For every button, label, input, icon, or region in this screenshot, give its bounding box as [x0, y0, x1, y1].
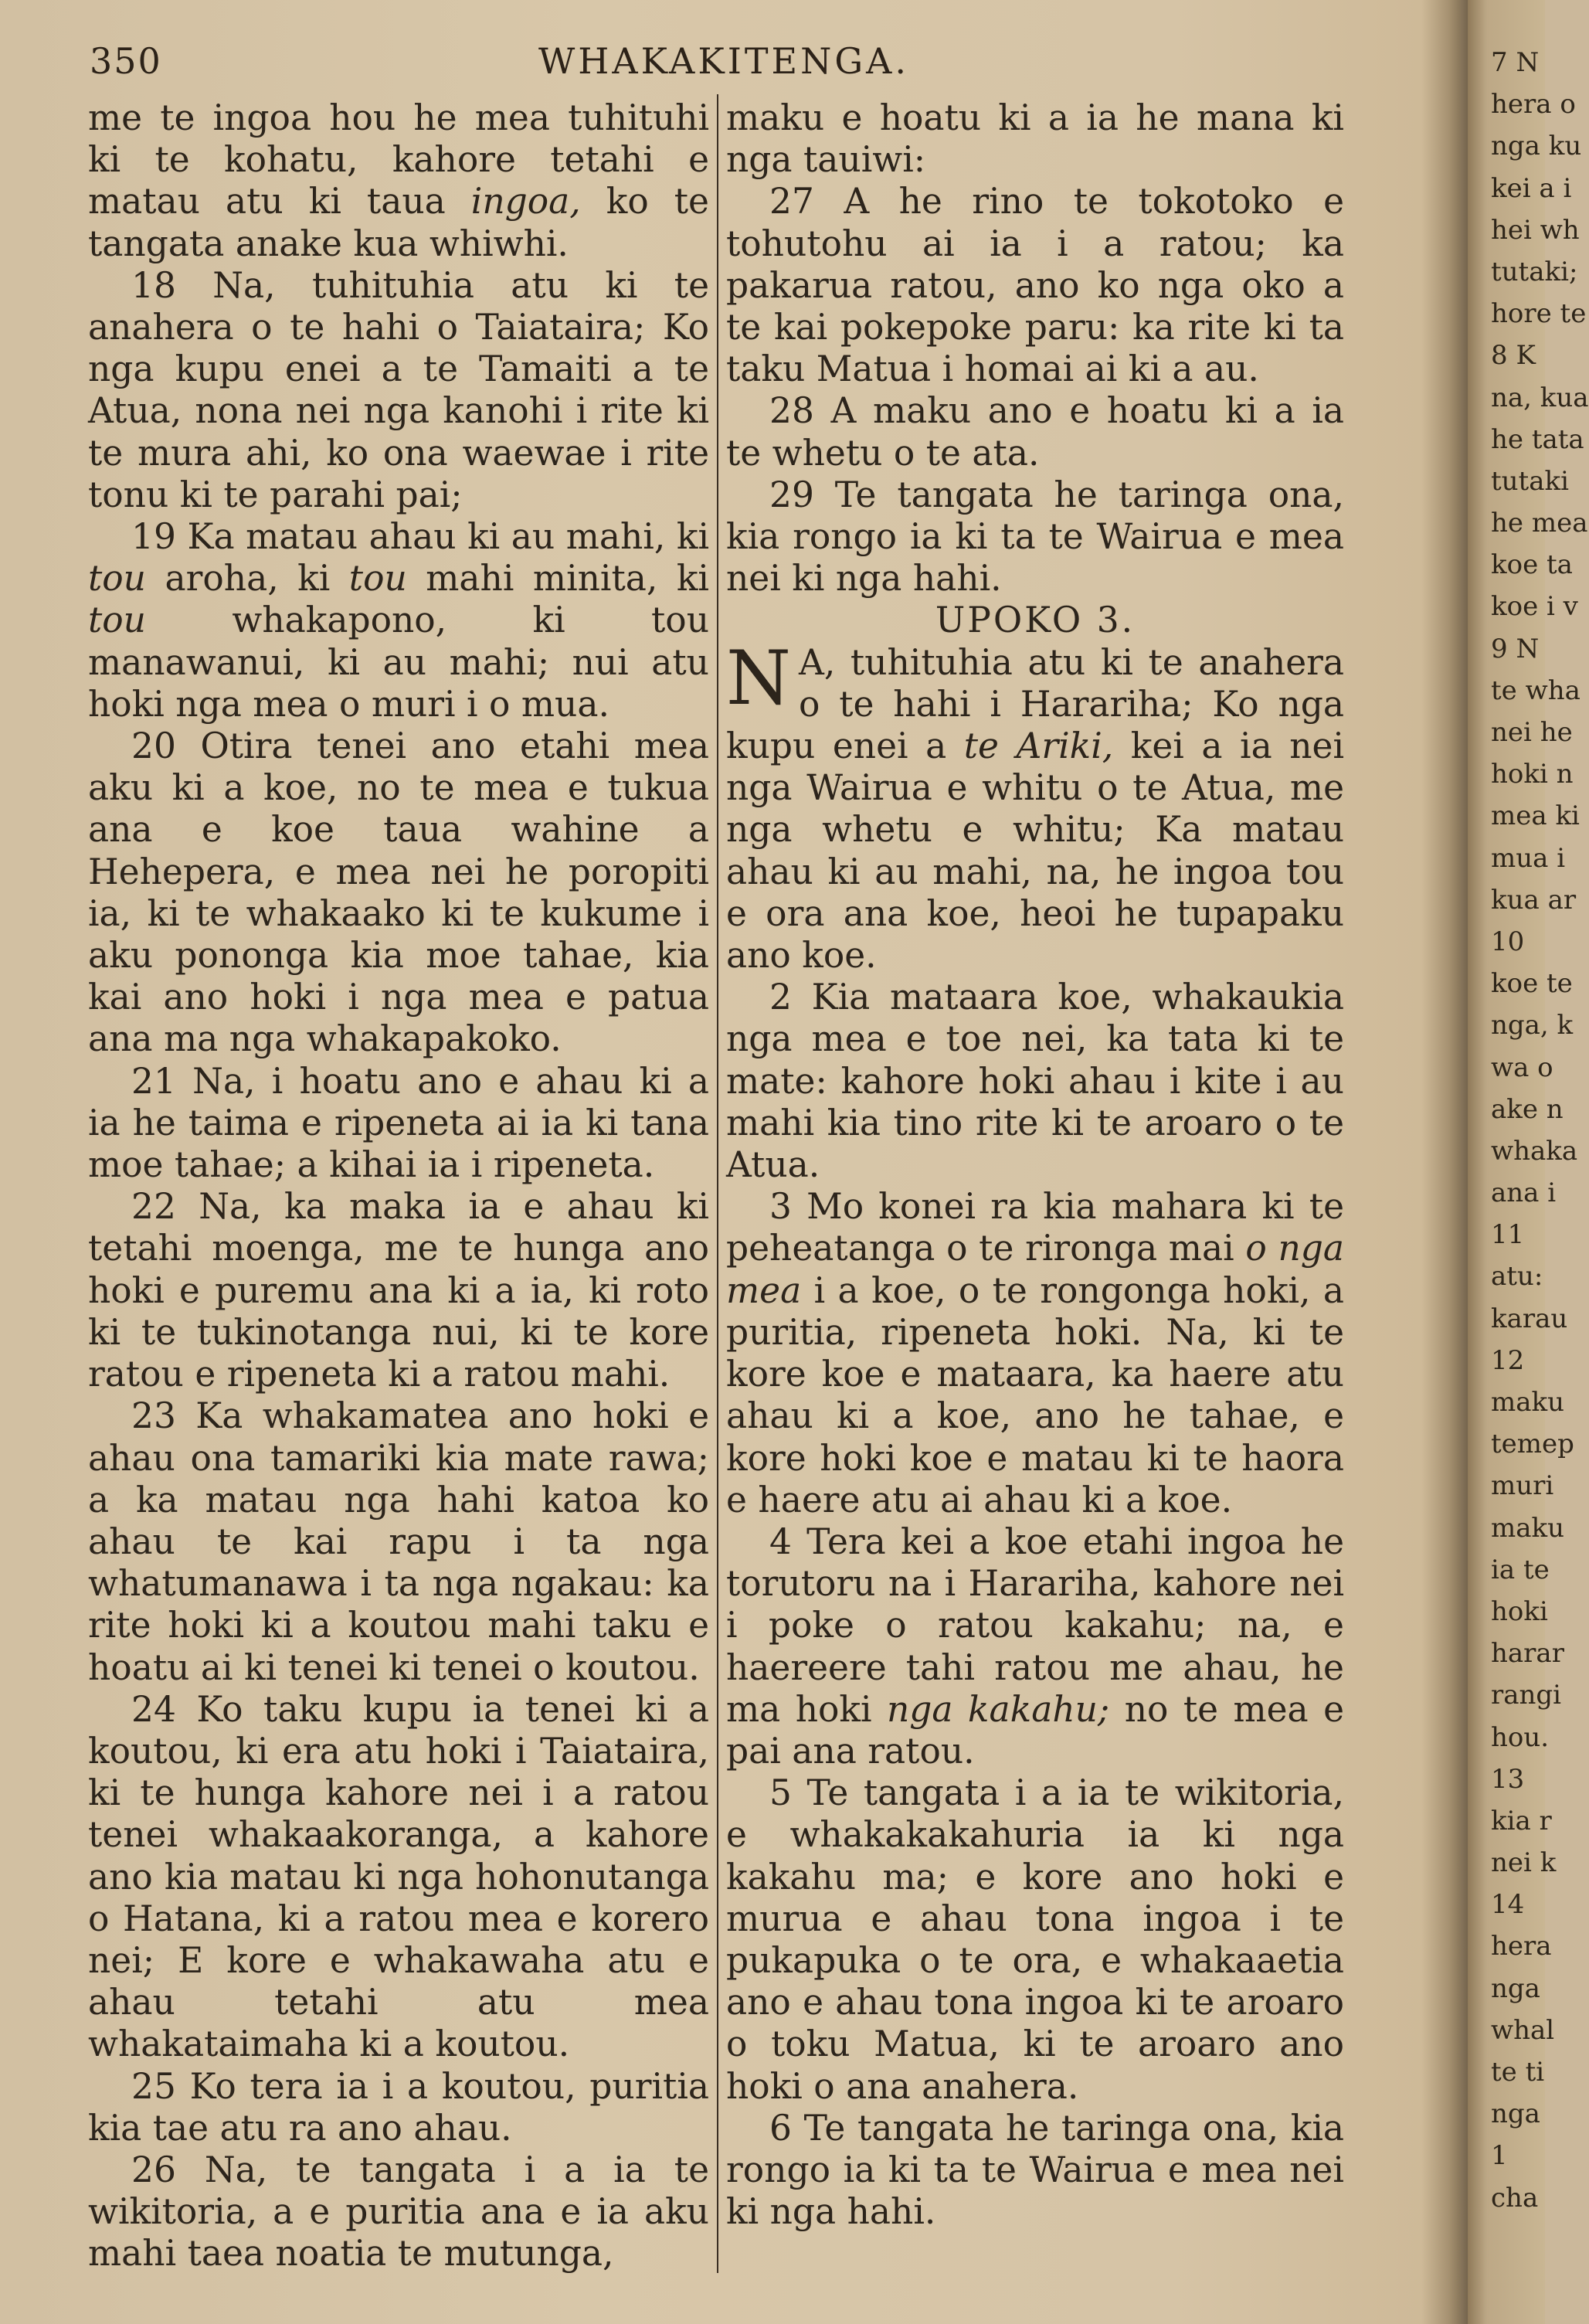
facing-page-fragment: koe te [1491, 968, 1573, 1000]
facing-page-fragment: whal [1491, 2014, 1555, 2046]
right-column-verses-bottom [726, 977, 1344, 2233]
facing-page-fragment: hera o [1491, 89, 1576, 121]
facing-page-fragment: mua i [1491, 842, 1566, 874]
left-verse-2: 19 Ka matau ahau ki au mahi, ki tou aroha, ki tou mahi minita, ki tou whakapono, ki tou manawanui, ki au mahi; nui atu hoki nga mea o muri i o mua. [88, 516, 709, 725]
facing-page-fragment: he mea [1491, 508, 1588, 539]
facing-page-fragment: koe i v [1491, 591, 1578, 623]
facing-page-fragment: ake n [1491, 1093, 1564, 1125]
facing-page-fragment: 1 [1491, 2140, 1508, 2172]
facing-page-fragment: 10 [1491, 926, 1525, 957]
column-divider [717, 94, 718, 2273]
facing-page-fragment: nga ku [1491, 131, 1582, 162]
first-verse-text: A, tuhituhia atu ki te anahera o te hahi i Harariha; Ko nga kupu enei a te Ariki, kei a ia nei nga Wairua e whitu o te Atua, me nga whetu e whitu; Ka matau ahau ki au mahi, na, he ingoa tou e ora ana koe, heoi he tupapaku ano koe. [726, 641, 1345, 977]
facing-page-fragment: ia te [1491, 1554, 1550, 1585]
facing-page-fragment: he tata [1491, 423, 1584, 455]
facing-page-fragment: whaka [1491, 1135, 1578, 1167]
facing-page-fragment: temep [1491, 1429, 1574, 1460]
chapter-heading: UPOKO 3. [935, 600, 1136, 641]
facing-page-fragment: kia r [1491, 1805, 1552, 1836]
facing-page-fragment: hore te [1491, 298, 1587, 330]
facing-page-fragment: karau [1491, 1303, 1568, 1334]
facing-page-fragment: 12 [1491, 1344, 1525, 1376]
facing-page-fragment: hei wh [1491, 214, 1580, 246]
facing-page-fragment: wa o [1491, 1052, 1553, 1083]
facing-page-fragment: rangi [1491, 1680, 1562, 1711]
facing-page-fragment: tutaki; [1491, 256, 1578, 287]
facing-page-fragment: 11 [1491, 1219, 1525, 1251]
right-column [726, 97, 1344, 2233]
facing-page-fragment: hou. [1491, 1721, 1550, 1753]
left-verse-7: 24 Ko taku kupu ia tenei ki a koutou, ki era atu hoki i Taiataira, ki te hunga kahore nei i a ratou tenei whakaakoranga, a kahore ano kia matau ki nga hohonutanga o Hatana, ki a ratou mea e korero nei; E kore e whakawaha atu e ahau tetahi atu mea whakataimaha ki a koutou. [88, 1688, 709, 2065]
facing-page-fragment: koe ta [1491, 549, 1573, 581]
facing-page-fragment: 13 [1491, 1763, 1525, 1795]
left-verse-3: 20 Otira tenei ano etahi mea aku ki a koe, no te mea e tukua ana e koe taua wahine a Hehepera, e mea nei he poropiti ia, ki te whakaako ki te kukume i aku pononga kia moe tahae, kia kai ano hoki i nga mea e patua ana ma nga whakapakoko. [88, 725, 709, 1060]
facing-page-fragment: hoki [1491, 1595, 1548, 1627]
left-column [88, 97, 709, 2275]
right-top-verse-1: 27 A he rino te tokotoko e tohutohu ai ia i a ratou; ka pakarua ratou, ano ko nga oko a te kai pokepoke paru: ka rite ki ta taku Matua i homai ai ki a au. [726, 181, 1344, 390]
facing-page-fragment: te ti [1491, 2057, 1545, 2088]
facing-page-fragment: kei a i [1491, 172, 1572, 204]
left-verse-9: 26 Na, te tangata i a ia te wikitoria, a e puritia ana e ia aku mahi taea noatia te mutunga, [88, 2149, 709, 2275]
drop-cap: N [726, 634, 791, 722]
right-bottom-verse-2: 4 Tera kei a koe etahi ingoa he torutoru na i Harariha, kahore nei i poke o ratou kakahu; na, e haereere tahi ratou me ahau, he ma hoki nga kakahu; no te mea e pai ana ratou. [726, 1520, 1345, 1772]
facing-page-fragment: nga [1491, 1972, 1540, 2004]
left-verse-0: me te ingoa hou he mea tuhituhi ki te kohatu, kahore tetahi e matau atu ki taua ingoa, ko te tangata anake kua whiwhi. [88, 97, 709, 264]
facing-page-fragment: 9 N [1491, 633, 1540, 664]
running-title: WHAKAKITENGA. [538, 40, 909, 82]
left-verse-5: 22 Na, ka maka ia e ahau ki tetahi moenga, me te hunga ano hoki e puremu ana ki a ia, ki roto ki te tukinotanga nui, ki te kore ratou e ripeneta ki a ratou mahi. [88, 1186, 709, 1395]
right-column-verses-top [726, 97, 1344, 600]
facing-page-fragment: nga [1491, 2098, 1540, 2130]
facing-page-fragment: 8 K [1491, 340, 1536, 372]
facing-page-fragment: 14 [1491, 1889, 1525, 1921]
right-bottom-verse-1: 3 Mo konei ra kia mahara ki te peheatanga o te rironga mai o nga mea i a koe, o te rongonga hoki, a puritia, ripeneta hoki. Na, ki te kore koe e mataara, ka haere atu ahau ki a koe, ano he tahae, e kore hoki koe e matau ki te haora e haere atu ai ahau ki a koe. [726, 1186, 1344, 1520]
facing-page-fragment: tutaki [1491, 465, 1569, 497]
page-header [87, 37, 1477, 91]
left-verse-1: 18 Na, tuhituhia atu ki te anahera o te hahi o Taiataira; Ko nga kupu enei a te Tamaiti a te Atua, nona nei nga kanohi i rite ki te mura ahi, ko ona waewae i rite tonu ki te parahi pai; [88, 264, 709, 515]
facing-page-fragment: maku [1491, 1387, 1565, 1418]
left-verse-4: 21 Na, i hoatu ano e ahau ki a ia he taima e ripeneta ai ia ki tana moe tahae; a kihai ia i ripeneta. [88, 1060, 709, 1186]
page-number: 350 [90, 40, 162, 82]
left-verse-6: 23 Ka whakamatea ano hoki e ahau ona tamariki kia mate rawa; a ka matau nga hahi katoa ko ahau te kai rapu i ta nga whatumanawa i ta nga ngakau: ka rite hoki ki a koutou mahi taku e hoatu ai ki tenei ki tenei o koutou. [88, 1395, 709, 1688]
facing-page-fragment: nga, k [1491, 1010, 1574, 1041]
facing-page-edge [1468, 0, 1589, 2324]
facing-page-fragment: na, kua [1491, 382, 1589, 413]
facing-page-fragment: 7 N [1491, 47, 1540, 78]
facing-page-fragment: mea ki [1491, 800, 1580, 832]
facing-page-fragment: nei he [1491, 717, 1573, 748]
right-bottom-verse-0: 2 Kia mataara koe, whakaukia nga mea e toe nei, ka tata ki te mate: kahore hoki ahau i kite i au mahi kia tino rite ki te aroaro o te Atua. [726, 977, 1344, 1186]
left-verse-8: 25 Ko tera ia i a koutou, puritia kia tae atu ra ano ahau. [88, 2065, 709, 2149]
binding-gutter [1421, 0, 1468, 2324]
right-top-verse-0: maku e hoatu ki a ia he mana ki nga tauiwi: [726, 97, 1344, 181]
facing-page-fragment: atu: [1491, 1261, 1543, 1293]
facing-page-fragment: nei k [1491, 1847, 1557, 1879]
right-bottom-verse-3: 5 Te tangata i a ia te wikitoria, e whakakakahuria ia ki nga kakahu ma; e kore ano hoki e murua e ahau tona ingoa i te pukapuka o te ora, e whakaaetia ano e ahau tona ingoa ki te aroaro o toku Matua, ki te aroaro ano hoki o ana anahera. [726, 1772, 1344, 2107]
right-top-verse-3: 29 Te tangata he taringa ona, kia rongo ia ki ta te Wairua e mea nei ki nga hahi. [726, 474, 1344, 600]
facing-page-fragment: hera [1491, 1931, 1552, 1962]
facing-page-fragment: maku [1491, 1512, 1565, 1544]
chapter-first-verse [726, 634, 1345, 977]
facing-page-fragment: kua ar [1491, 884, 1577, 916]
facing-page-fragment: ana i [1491, 1177, 1557, 1209]
facing-page-fragment: cha [1491, 2182, 1539, 2214]
right-top-verse-2: 28 A maku ano e hoatu ki a ia te whetu o te ata. [726, 390, 1344, 474]
facing-page-fragment: hoki n [1491, 759, 1574, 790]
facing-page-fragment: muri [1491, 1470, 1554, 1502]
right-bottom-verse-4: 6 Te tangata he taringa ona, kia rongo ia ki ta te Wairua e mea nei ki nga hahi. [726, 2107, 1344, 2233]
facing-page-text-fragments [1491, 42, 1589, 2219]
facing-page-fragment: harar [1491, 1638, 1564, 1670]
facing-page-fragment: te wha [1491, 674, 1581, 706]
